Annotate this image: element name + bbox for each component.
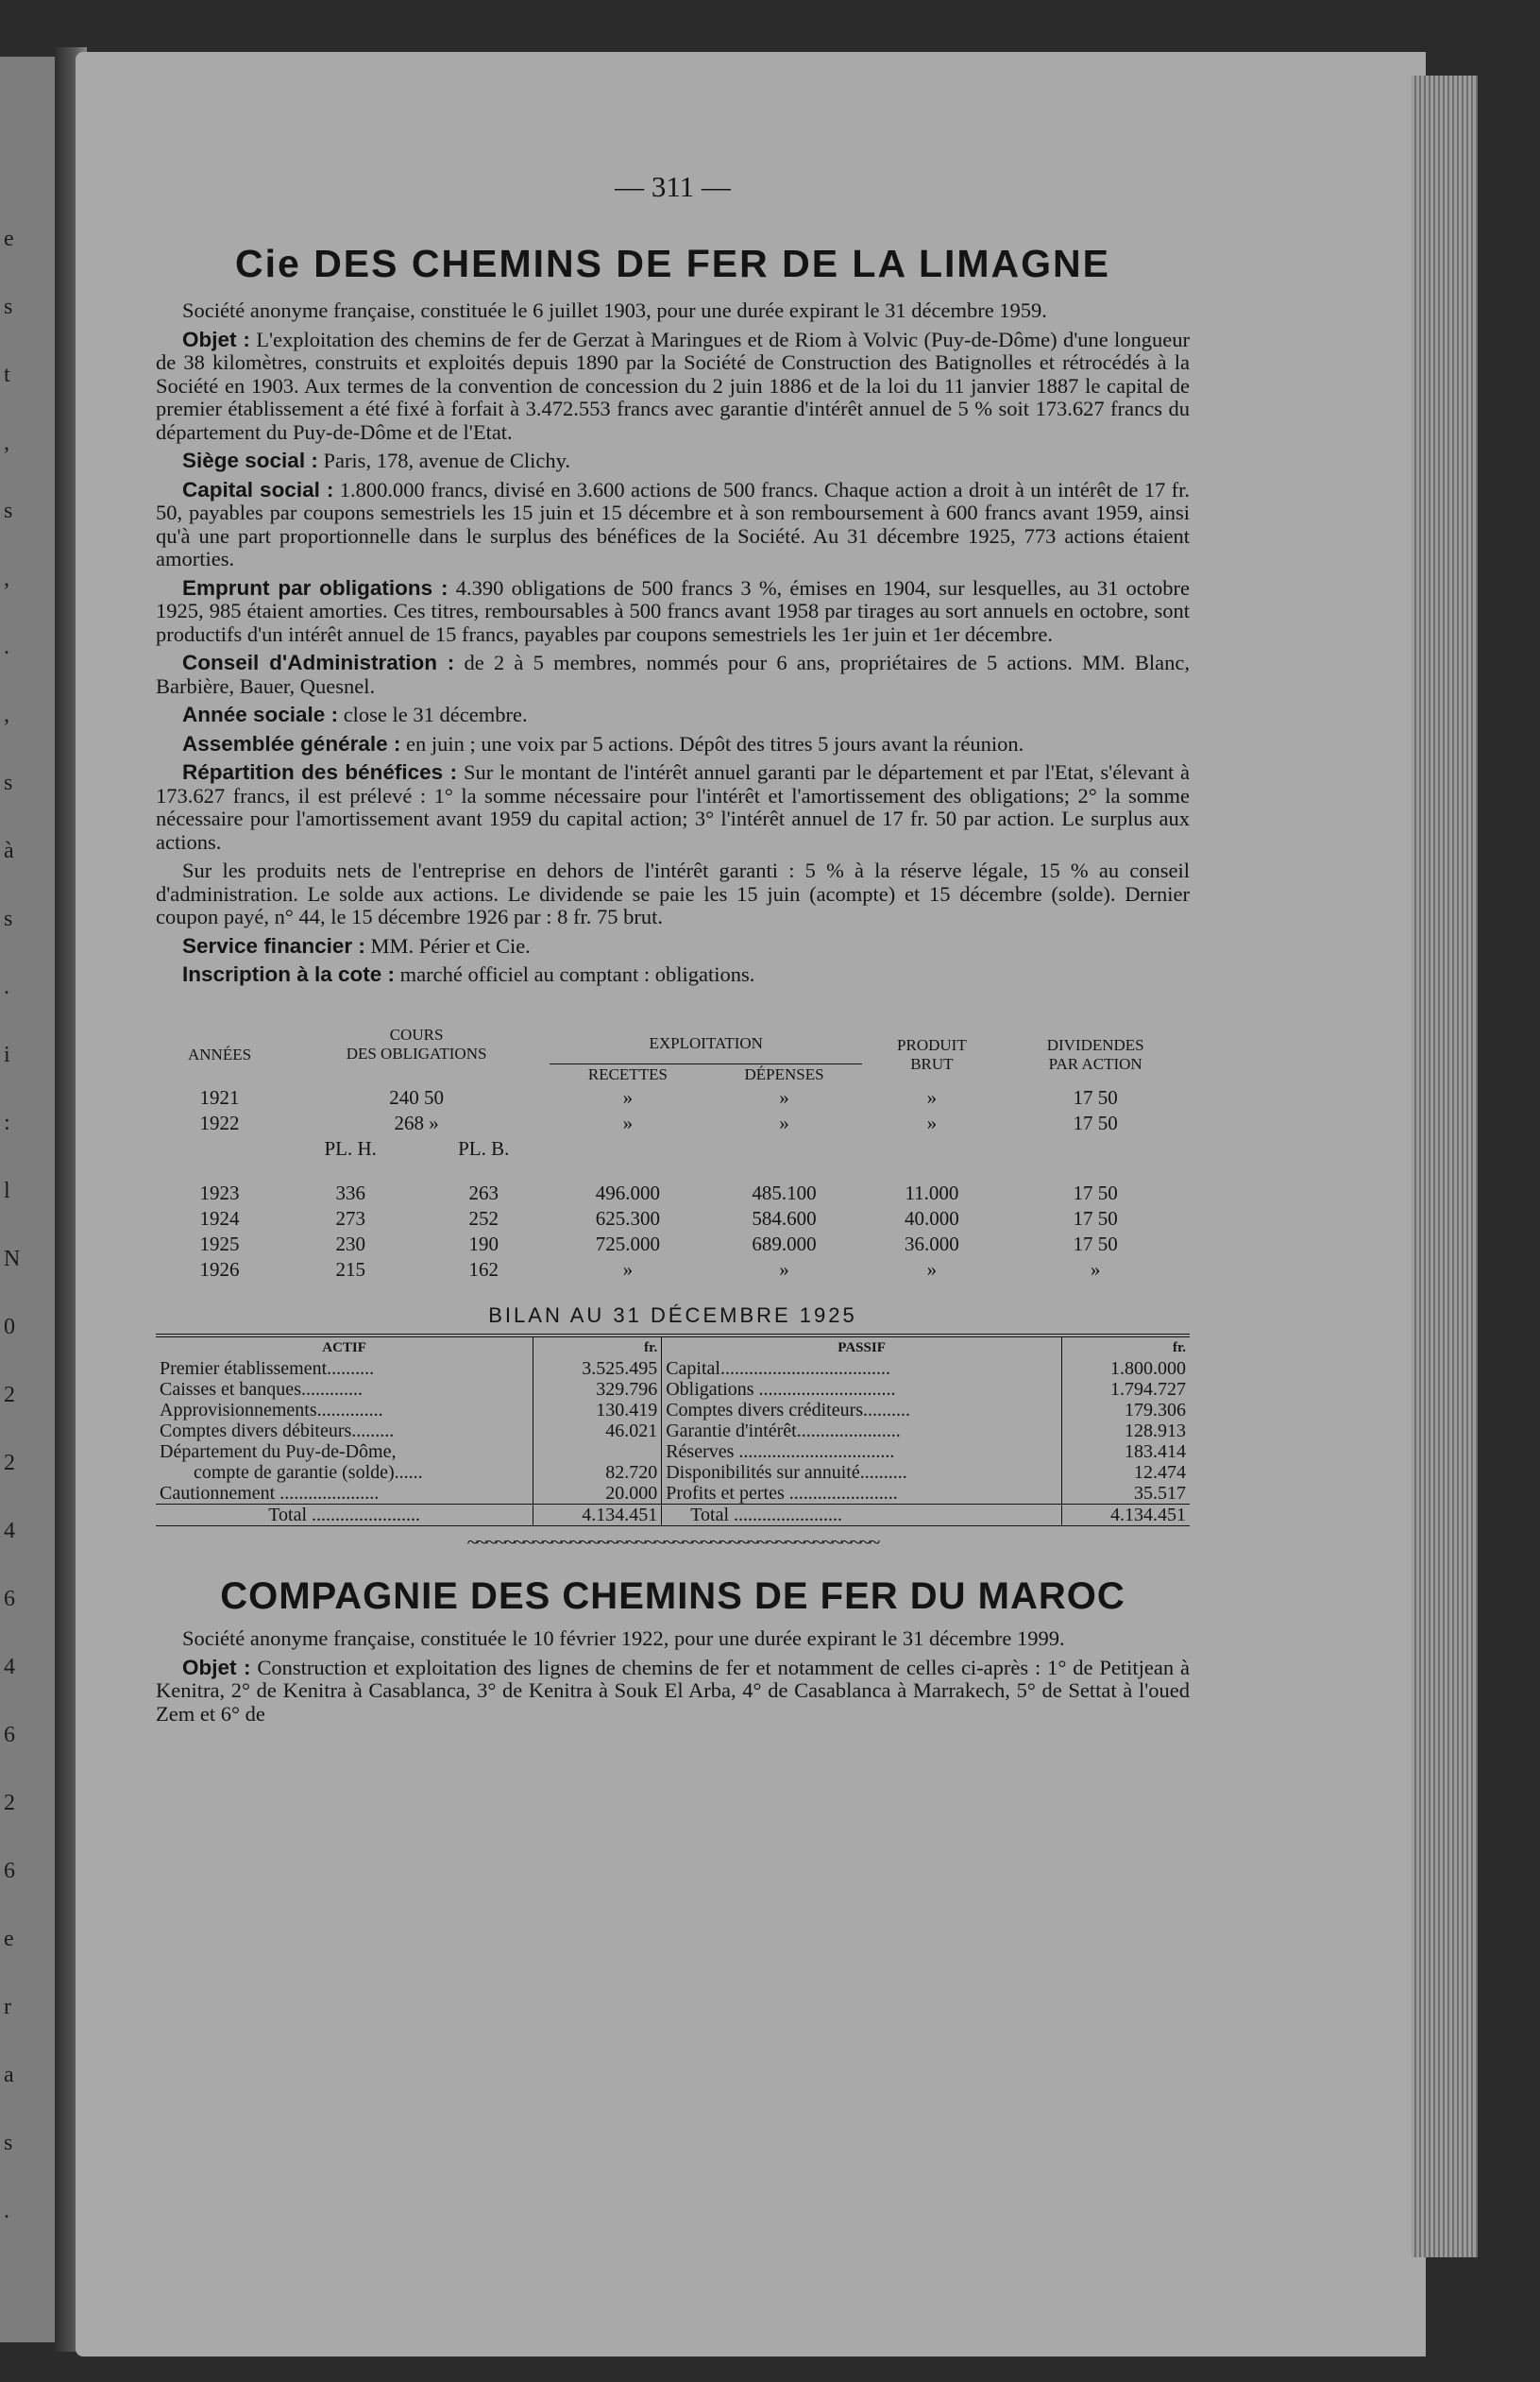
col-produit — [862, 1025, 1001, 1086]
left-page-char: r — [4, 1995, 11, 2019]
history-row — [156, 1206, 1190, 1232]
passif-label: Profits et pertes ....................... — [666, 1483, 898, 1504]
col-dividendes — [1001, 1025, 1190, 1086]
detail-paragraph — [156, 652, 1190, 698]
left-page-char: 2 — [4, 1791, 15, 1815]
left-page-char: . — [4, 635, 9, 659]
produit-label-1: PRODUIT — [897, 1035, 967, 1054]
actif-value: 3.525.495 — [533, 1358, 662, 1379]
bilan-row — [156, 1358, 1190, 1379]
cell-pl-b: 162 — [468, 1258, 499, 1281]
col-exploitation: EXPLOITATION — [550, 1025, 862, 1064]
passif-value: 1.800.000 — [1061, 1358, 1190, 1379]
intro-paragraph-maroc: Société anonyme française, constituée le 10 février 1922, pour une durée expirant le 31 décembre 1999. — [182, 1626, 1065, 1650]
detail-paragraph — [156, 577, 1190, 647]
cell-produit: 36.000 — [904, 1233, 959, 1255]
section-title-maroc: COMPAGNIE DES CHEMINS DE FER DU MAROC — [220, 1575, 1125, 1617]
col-pl-h: PL. H. — [324, 1137, 377, 1160]
left-page-char: , — [4, 431, 9, 455]
company-details — [156, 329, 1190, 987]
cell-recettes: » — [622, 1258, 634, 1281]
left-page-edge — [0, 57, 55, 2342]
detail-text: Sur le montant de l'intérêt annuel garanti par le département et par l'Etat, s'élevant à 173.627 francs, il est prélevé : 1° la somme nécessaire pour l'intérêt et l'amortissement des obligations; 2° la somme nécessaire pour l'amortissement avant 1959 du capital action; 3° l'intérêt annuel de 17 fr. 50 par action. Le surplus aux actions. — [156, 760, 1190, 854]
cell-depenses: 485.100 — [752, 1182, 817, 1204]
cours-label-2: DES OBLIGATIONS — [346, 1044, 487, 1063]
div-label-1: DIVIDENDES — [1046, 1035, 1144, 1054]
total-label-passif: Total ....................... — [662, 1505, 1062, 1526]
history-row — [156, 1111, 1190, 1136]
history-row — [156, 1232, 1190, 1257]
detail-paragraph — [156, 479, 1190, 571]
page-content — [156, 170, 1190, 1731]
cell-pl-b: 252 — [468, 1207, 499, 1230]
passif-value: 183.414 — [1061, 1441, 1190, 1462]
detail-text: marché officiel au comptant : obligations. — [399, 962, 755, 986]
actif-label: Cautionnement ..................... — [160, 1483, 380, 1504]
detail-paragraph — [156, 733, 1190, 757]
intro-paragraph: Société anonyme française, constituée le 6 juillet 1903, pour une durée expirant le 31 décembre 1959. — [182, 298, 1047, 322]
div-label-2: PAR ACTION — [1048, 1054, 1142, 1073]
cell-pl-h: 336 — [335, 1182, 365, 1204]
detail-paragraph — [156, 704, 1190, 727]
col-cours — [283, 1025, 550, 1064]
detail-label: Inscription à la cote : — [182, 962, 396, 986]
cell-depenses: » — [779, 1258, 789, 1281]
cell-recettes: » — [622, 1112, 634, 1134]
cell-produit: 11.000 — [905, 1182, 959, 1204]
left-page-char: e — [4, 227, 14, 251]
passif-label: Réserves ................................. — [666, 1441, 895, 1462]
cell-produit: » — [926, 1112, 938, 1134]
left-page-char: , — [4, 567, 9, 591]
bilan-row — [156, 1400, 1190, 1421]
cell-produit: » — [926, 1258, 938, 1281]
detail-paragraph — [156, 935, 1190, 959]
col-pl-b: PL. B. — [458, 1137, 510, 1160]
detail-label: Service financier : — [182, 933, 365, 958]
left-page-char: s — [4, 771, 13, 795]
passif-header: PASSIF — [838, 1340, 886, 1355]
cell-dividende: 17 50 — [1073, 1207, 1118, 1230]
detail-text: Paris, 178, avenue de Clichy. — [323, 449, 571, 472]
total-actif: 4.134.451 — [533, 1505, 662, 1526]
passif-label: Disponibilités sur annuité.......... — [666, 1462, 907, 1483]
total-label-actif: Total ....................... — [156, 1505, 533, 1526]
detail-paragraph — [156, 761, 1190, 854]
col-annees: ANNÉES — [187, 1045, 252, 1063]
passif-label: Capital.................................... — [666, 1358, 890, 1379]
detail-paragraph — [156, 329, 1190, 445]
actif-value: 46.021 — [533, 1421, 662, 1441]
detail-text: close le 31 décembre. — [343, 703, 528, 726]
cell-empty — [156, 1136, 283, 1162]
actif-value — [533, 1441, 662, 1462]
actif-value: 329.796 — [533, 1379, 662, 1400]
left-page-char: s — [4, 907, 13, 931]
objet-text: Construction et exploitation des lignes de chemins de fer et notamment de celles ci-après : 1° de Petitjean à Kenitra, 2° de Kenitra à Casablanca, 3° de Kenitra à Souk El Arba, 4° de Casablanca à Marrakech, 5° de Settat à l'oued Zem et 6° de — [156, 1655, 1191, 1726]
actif-label: Comptes divers débiteurs......... — [160, 1421, 395, 1441]
detail-label: Conseil d'Administration : — [182, 651, 455, 674]
detail-label: Capital social : — [182, 477, 334, 502]
passif-value: 35.517 — [1061, 1483, 1190, 1505]
passif-value: 128.913 — [1061, 1421, 1190, 1441]
cell-pl-h: 273 — [335, 1207, 365, 1230]
section-divider: ~~~~~~~~~~~~~~~~~~~~~~~~~~~~~~~~~~~~~~~~~~~~ — [466, 1530, 879, 1554]
actif-header: ACTIF — [322, 1340, 366, 1355]
left-page-char: 6 — [4, 1723, 15, 1747]
left-page-char: , — [4, 703, 9, 727]
left-page-char: 4 — [4, 1519, 15, 1543]
actif-value: 20.000 — [533, 1483, 662, 1505]
detail-label: Emprunt par obligations : — [182, 575, 448, 600]
history-row — [156, 1257, 1190, 1283]
left-page-char: e — [4, 1927, 14, 1951]
left-page-char: t — [4, 363, 10, 387]
cell-year: 1921 — [199, 1086, 240, 1109]
left-page-char: . — [4, 2199, 9, 2223]
actif-label: Département du Puy-de-Dôme, — [160, 1441, 397, 1462]
cell-dividende: 17 50 — [1073, 1112, 1118, 1134]
cell-dividende: 17 50 — [1073, 1086, 1118, 1109]
cell-recettes: » — [622, 1086, 634, 1109]
bilan-table — [156, 1334, 1190, 1526]
cell-produit: 40.000 — [904, 1207, 959, 1230]
cell-pl-b: 190 — [468, 1233, 499, 1255]
cell-year: 1923 — [199, 1182, 240, 1204]
cell-dividende: 17 50 — [1073, 1182, 1118, 1204]
actif-label: Approvisionnements.............. — [160, 1400, 383, 1421]
cell-cours: 240 50 — [389, 1086, 444, 1109]
passif-label: Obligations ............................. — [666, 1379, 896, 1400]
left-page-char: N — [4, 1247, 21, 1271]
left-page-char: l — [4, 1179, 10, 1203]
left-page-char: 0 — [4, 1315, 15, 1339]
detail-label: Siège social : — [182, 449, 318, 472]
page-number: — 311 — — [615, 170, 731, 203]
history-row — [156, 1181, 1190, 1206]
left-page-char: s — [4, 2131, 13, 2155]
detail-label: Assemblée générale : — [182, 731, 401, 756]
cell-cours: 268 » — [394, 1112, 439, 1134]
actif-unit: fr. — [533, 1336, 662, 1358]
bilan-title: BILAN AU 31 DÉCEMBRE 1925 — [488, 1303, 857, 1327]
objet-label: Objet : — [182, 1655, 251, 1679]
left-page-char: 2 — [4, 1383, 15, 1407]
left-page-char: s — [4, 295, 13, 319]
left-page-char: à — [4, 839, 14, 863]
cell-dividende: » — [1090, 1258, 1101, 1281]
detail-paragraph — [156, 963, 1190, 987]
cell-year: 1922 — [199, 1112, 240, 1134]
passif-label: Comptes divers créditeurs.......... — [666, 1400, 911, 1421]
bilan-row — [156, 1379, 1190, 1400]
bilan-row — [156, 1462, 1190, 1483]
detail-text: Sur les produits nets de l'entreprise en dehors de l'intérêt garanti : 5 % à la réserve légale, 15 % au conseil d'administration. Le solde aux actions. Le dividende se paie les 15 juin (acompte) et 15 décembre (solde). Dernier coupon payé, n° 44, le 15 décembre 1926 par : 8 fr. 75 brut. — [156, 859, 1190, 928]
passif-value: 12.474 — [1061, 1462, 1190, 1483]
bilan-row — [156, 1483, 1190, 1505]
cours-label-1: COURS — [389, 1025, 444, 1044]
produit-label-2: BRUT — [910, 1054, 954, 1073]
cell-dividende: 17 50 — [1073, 1233, 1118, 1255]
cell-depenses: 689.000 — [752, 1233, 817, 1255]
detail-paragraph — [156, 859, 1190, 929]
left-page-char: 6 — [4, 1859, 15, 1883]
left-page-char: 4 — [4, 1655, 15, 1679]
cell-depenses: 584.600 — [752, 1207, 817, 1230]
section-title-limagne: Cie DES CHEMINS DE FER DE LA LIMAGNE — [235, 242, 1110, 285]
passif-value: 179.306 — [1061, 1400, 1190, 1421]
passif-label: Garantie d'intérêt...................... — [666, 1421, 901, 1441]
left-page-char: . — [4, 975, 9, 999]
page-stack-edge — [1412, 76, 1478, 2257]
cell-pl-b: 263 — [468, 1182, 499, 1204]
detail-text: de 2 à 5 membres, nommés pour 6 ans, propriétaires de 5 actions. MM. Blanc, Barbière, Bauer, Quesnel. — [156, 651, 1191, 698]
cell-year: 1926 — [199, 1258, 240, 1281]
cell-year: 1924 — [199, 1207, 240, 1230]
actif-label: Caisses et banques............. — [160, 1379, 363, 1400]
cell-recettes: 496.000 — [595, 1182, 661, 1204]
actif-value: 130.419 — [533, 1400, 662, 1421]
history-subheader-row — [156, 1136, 1190, 1162]
left-page-char: 2 — [4, 1451, 15, 1475]
left-page-char: : — [4, 1111, 10, 1135]
actif-label: Premier établissement.......... — [160, 1358, 375, 1379]
cell-pl-h: 215 — [335, 1258, 365, 1281]
passif-value: 1.794.727 — [1061, 1379, 1190, 1400]
col-recettes: RECETTES — [587, 1065, 668, 1083]
col-depenses: DÉPENSES — [744, 1065, 824, 1083]
left-page-char: 6 — [4, 1587, 15, 1611]
cell-empty — [550, 1136, 1190, 1162]
cell-pl-h: 230 — [335, 1233, 365, 1255]
bilan-total-row — [156, 1505, 1190, 1526]
history-row — [156, 1085, 1190, 1111]
detail-label: Objet : — [182, 327, 250, 351]
cell-produit: » — [926, 1086, 938, 1109]
bilan-row — [156, 1421, 1190, 1441]
detail-text: MM. Périer et Cie. — [370, 933, 531, 958]
detail-label: Répartition des bénéfices : — [182, 760, 458, 784]
cell-depenses: » — [779, 1086, 789, 1109]
left-page-char: i — [4, 1043, 10, 1067]
detail-text: L'exploitation des chemins de fer de Gerzat à Maringues et de Riom à Volvic (Puy-de-Dôme) d'une longueur de 38 kilomètres, construits et exploités depuis 1890 par la Société de Construction des Batignolles et rétrocédés à la Société en 1903. Aux termes de la convention de concession du 2 juin 1886 et de la loi du 11 janvier 1887 le capital de premier établissement a été fixé à forfait à 3.472.553 francs avec garantie d'intérêt annuel de 5 % soit 173.627 francs du département du Puy-de-Dôme et de l'Etat. — [156, 327, 1191, 444]
actif-label: compte de garantie (solde)...... — [194, 1462, 423, 1483]
actif-value: 82.720 — [533, 1462, 662, 1483]
cell-depenses: » — [779, 1112, 789, 1134]
detail-text: en juin ; une voix par 5 actions. Dépôt des titres 5 jours avant la réunion. — [406, 731, 1024, 756]
passif-unit: fr. — [1061, 1336, 1190, 1358]
cell-recettes: 625.300 — [595, 1207, 661, 1230]
detail-text: 4.390 obligations de 500 francs 3 %, émises en 1904, sur lesquelles, au 31 octobre 1925, 985 étaient amorties. Ces titres, remboursables à 500 francs avant 1958 par tirages au sort annuels en octobre, sont productifs d'un intérêt annuel de 15 francs, payables par coupons semestriels les 1er juin et 1er décembre. — [156, 575, 1191, 646]
history-table — [156, 1025, 1190, 1284]
left-page-char: s — [4, 499, 13, 523]
detail-label: Année sociale : — [182, 703, 339, 726]
objet-paragraph-maroc — [156, 1657, 1190, 1727]
cell-recettes: 725.000 — [595, 1233, 661, 1255]
bilan-row — [156, 1441, 1190, 1462]
total-passif: 4.134.451 — [1061, 1505, 1190, 1526]
detail-text: 1.800.000 francs, divisé en 3.600 actions de 500 francs. Chaque action a droit à un intérêt de 17 fr. 50, payables par coupons semestriels les 15 juin et 15 décembre et à son remboursement à 600 francs avant 1959, ainsi qu'à une part proportionnelle dans le surplus des bénéfices de la Société. Au 31 décembre 1925, 773 actions étaient amorties. — [156, 477, 1190, 570]
cell-year: 1925 — [199, 1233, 240, 1255]
left-page-char: a — [4, 2063, 14, 2087]
detail-paragraph — [156, 450, 1190, 473]
